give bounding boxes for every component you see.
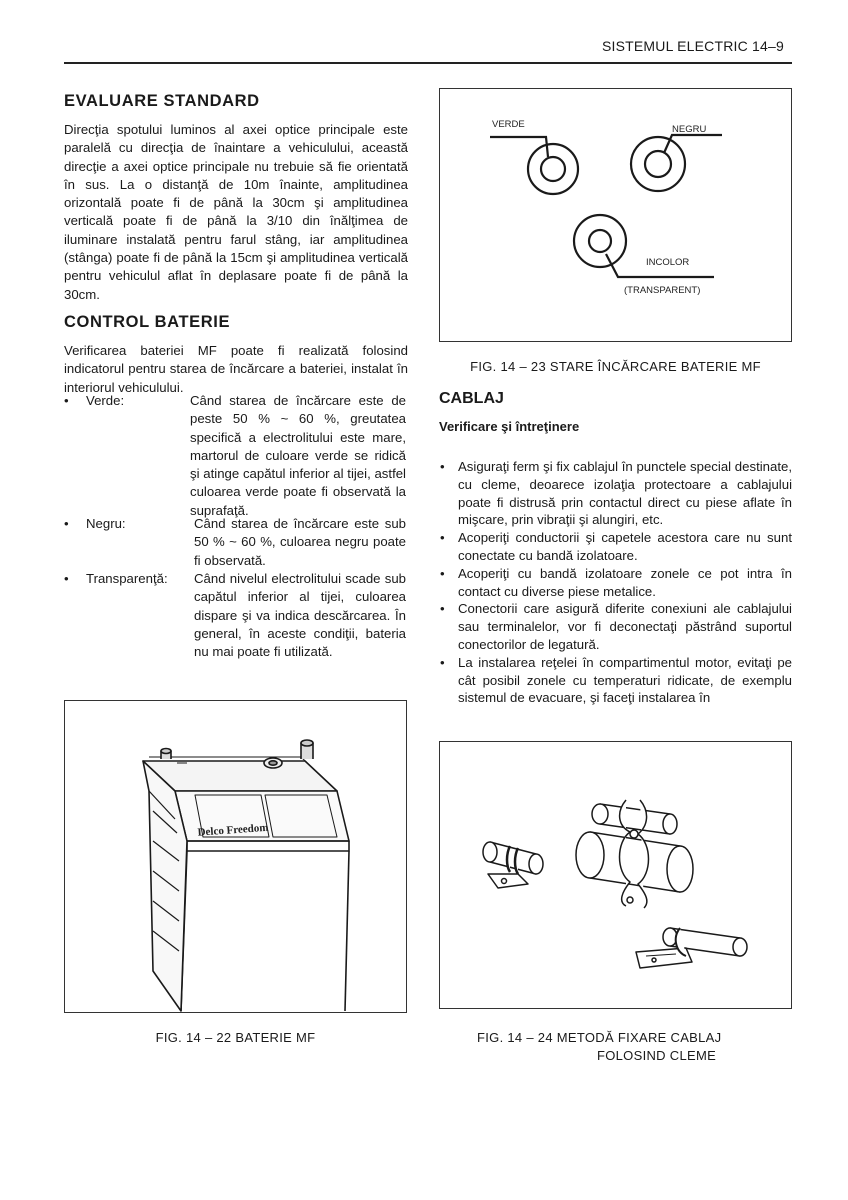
caption-fig-14-24-line2: FOLOSIND CLEME: [597, 1048, 717, 1063]
heading-cablaj: CABLAJ: [439, 390, 504, 407]
indicator-transparent-icon: [574, 215, 626, 267]
indicator-text-verde: Când starea de încărcare este de peste 50 % ~ 60 %, greutatea specifică a electrolitului este mare, martorul de culoare verde se ridică şi atinge capătul inferior al tijei, astfel culoarea verde poate fi observată la suprafaţă.: [190, 393, 406, 518]
indicator-text-negru: Când starea de încărcare este sub 50 % ~ 60 %, culoarea negru poate fi observată.: [194, 516, 406, 568]
indicator-label-negru: Negru:: [86, 516, 126, 531]
caption-fig-14-23: FIG. 14 – 23 STARE ÎNCĂRCARE BATERIE MF: [470, 359, 761, 374]
list-item: • Acoperiţi conductorii şi capetele acestora care nu sunt conectate cu bandă izolatoare.: [439, 529, 792, 565]
list-item: • La instalarea reţelei în compartimentul motor, evitaţi pe cât posibil zonele cu temperaturi ridicate, de exemplu sistemul de evacuare, şi faceţi instalarea în: [439, 654, 792, 707]
bullet: •: [64, 571, 69, 586]
list-item: • Acoperiţi cu bandă izolatoare zonele ce pot intra în contact cu diverse piese metalice.: [439, 565, 792, 601]
label-transparent: (TRANSPARENT): [624, 285, 701, 296]
caption-fig-14-24-line1: FIG. 14 – 24 METODĂ FIXARE CABLAJ: [477, 1030, 722, 1045]
label-negru: NEGRU: [672, 124, 707, 135]
list-item: • Conectorii care asigură diferite conexiuni ale cablajului sau terminalelor, vor fi deconectaţi păstrând suportul conectorilor de legatură.: [439, 600, 792, 653]
caption-fig-14-24: [439, 1029, 848, 1065]
figure-indicator-states: [439, 88, 792, 342]
indicator-green-icon: [528, 144, 578, 194]
list-item: • Asiguraţi ferm şi fix cablajul în punctele special destinate, cu cleme, deoarece izolaţia protectoare a cablajului poate fi distrusă prin contactul direct cu piese aflate în mişcare, prin vibraţii şi alungiri, etc.: [439, 458, 792, 529]
label-verde: VERDE: [492, 119, 525, 130]
caption-fig-14-22: FIG. 14 – 22 BATERIE MF: [155, 1030, 316, 1045]
battery-brand-text: Delco Freedom: [197, 821, 269, 839]
heading-evaluare-standard: EVALUARE STANDARD: [64, 92, 260, 110]
bullet: •: [64, 516, 69, 531]
indicator-label-verde: Verde:: [86, 393, 125, 408]
label-incolor: INCOLOR: [646, 257, 690, 268]
indicator-states-illustration: [440, 89, 791, 341]
paragraph-control-intro: Verificarea bateriei MF poate fi realizată folosind indicatorul pentru starea de încărcare a bateriei, instalat în interiorul vehiculului.: [64, 343, 408, 395]
cablaj-bullet-list: [439, 458, 792, 707]
cable-clamps-illustration: [440, 742, 791, 1008]
figure-cable-clamps: [439, 741, 792, 1009]
subheading-verificare-intretinere: Verificare şi întreţinere: [439, 419, 580, 434]
figure-battery-mf: [64, 700, 407, 1013]
indicator-label-transparenta: Transparenţă:: [86, 571, 168, 586]
header-rule: [64, 62, 792, 64]
paragraph-evaluare: Direcţia spotului luminos al axei optice principale este paralelă cu direcţia de înaintare a vehiculului, această direcţie a axei optice principale nu trebuie să fie orientată în sus. La o distanţă de 10m înainte, amplitudinea orizontală poate fi de până la 30cm şi amplitudinea verticală poate fi de până la 3/10 din înălţimea de iluminare instalată pentru farul stâng, iar amplitudinea (stânga) poate fi de până la 15cm şi amplitudinea verticală pentru vehiculul aflat în deplasare poate fi de până la 30cm.: [64, 122, 408, 302]
heading-control-baterie: CONTROL BATERIE: [64, 313, 231, 331]
bullet: •: [64, 393, 69, 408]
indicator-text-transparenta: Când nivelul electrolitului scade sub capătul inferior al tijei, culoarea dispare şi va indica descărcarea. În general, în aceste condiţii, bateria nu mai poate fi utilizată.: [194, 571, 406, 660]
page-header: SISTEMUL ELECTRIC 14–9: [601, 38, 784, 54]
battery-illustration: [65, 701, 406, 1012]
